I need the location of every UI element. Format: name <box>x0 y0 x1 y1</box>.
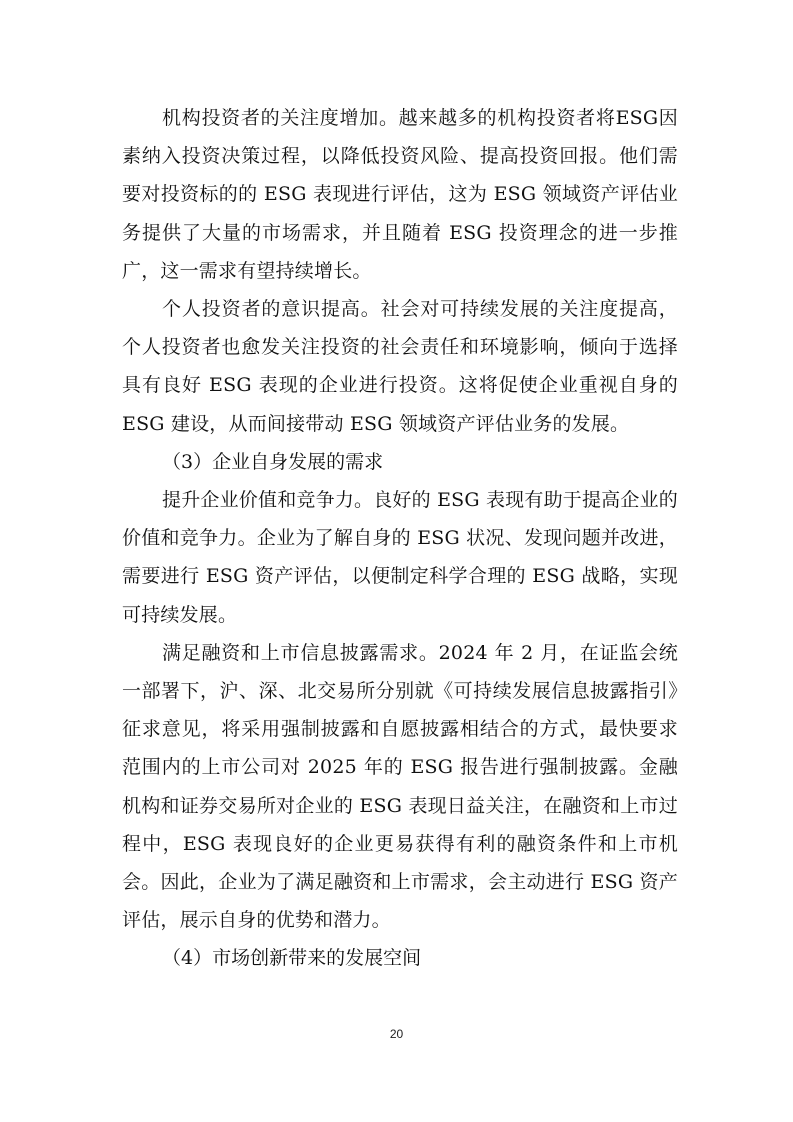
paragraph-individual-investors: 个人投资者的意识提高。社会对可持续发展的关注度提高，个人投资者也愈发关注投资的社会责任和环境影响，倾向于选择具有良好 ESG 表现的企业进行投资。这将促使企业重视自身的 ESG 建设，从而间接带动 ESG 领域资产评估业务的发展。 <box>122 298 678 435</box>
paragraph-enterprise-value: 提升企业价值和竞争力。良好的 ESG 表现有助于提高企业的价值和竞争力。企业为了解自身的 ESG 状况、发现问题并改进，需要进行 ESG 资产评估，以便制定科学合理的 ESG 战略，实现可持续发展。 <box>122 489 678 626</box>
page-number: 20 <box>389 1027 404 1041</box>
paragraph-financing-disclosure: 满足融资和上市信息披露需求。2024 年 2 月，在证监会统一部署下，沪、深、北交易所分别就《可持续发展信息披露指引》征求意见，将采用强制披露和自愿披露相结合的方式，最快要求范围内的上市公司对 2025 年的 ESG 报告进行强制披露。金融机构和证券交易所对企业的 ESG 表现日益关注，在融资和上市过程中，ESG 表现良好的企业更易获得有利的融资条件和上市机会。因此，企业为了满足融资和上市需求，会主动进行 ESG 资产评估，展示自身的优势和潜力。 <box>122 641 678 932</box>
section-heading-3: （3）企业自身发展的需求 <box>162 450 384 473</box>
document-body <box>122 99 678 978</box>
section-heading-4: （4）市场创新带来的发展空间 <box>162 947 422 970</box>
paragraph-institutional-investors: 机构投资者的关注度增加。越来越多的机构投资者将ESG因素纳入投资决策过程，以降低投资风险、提高投资回报。他们需要对投资标的的 ESG 表现进行评估，这为 ESG 领域资产评估业务提供了大量的市场需求，并且随着 ESG 投资理念的进一步推广，这一需求有望持续增长。 <box>122 107 678 282</box>
